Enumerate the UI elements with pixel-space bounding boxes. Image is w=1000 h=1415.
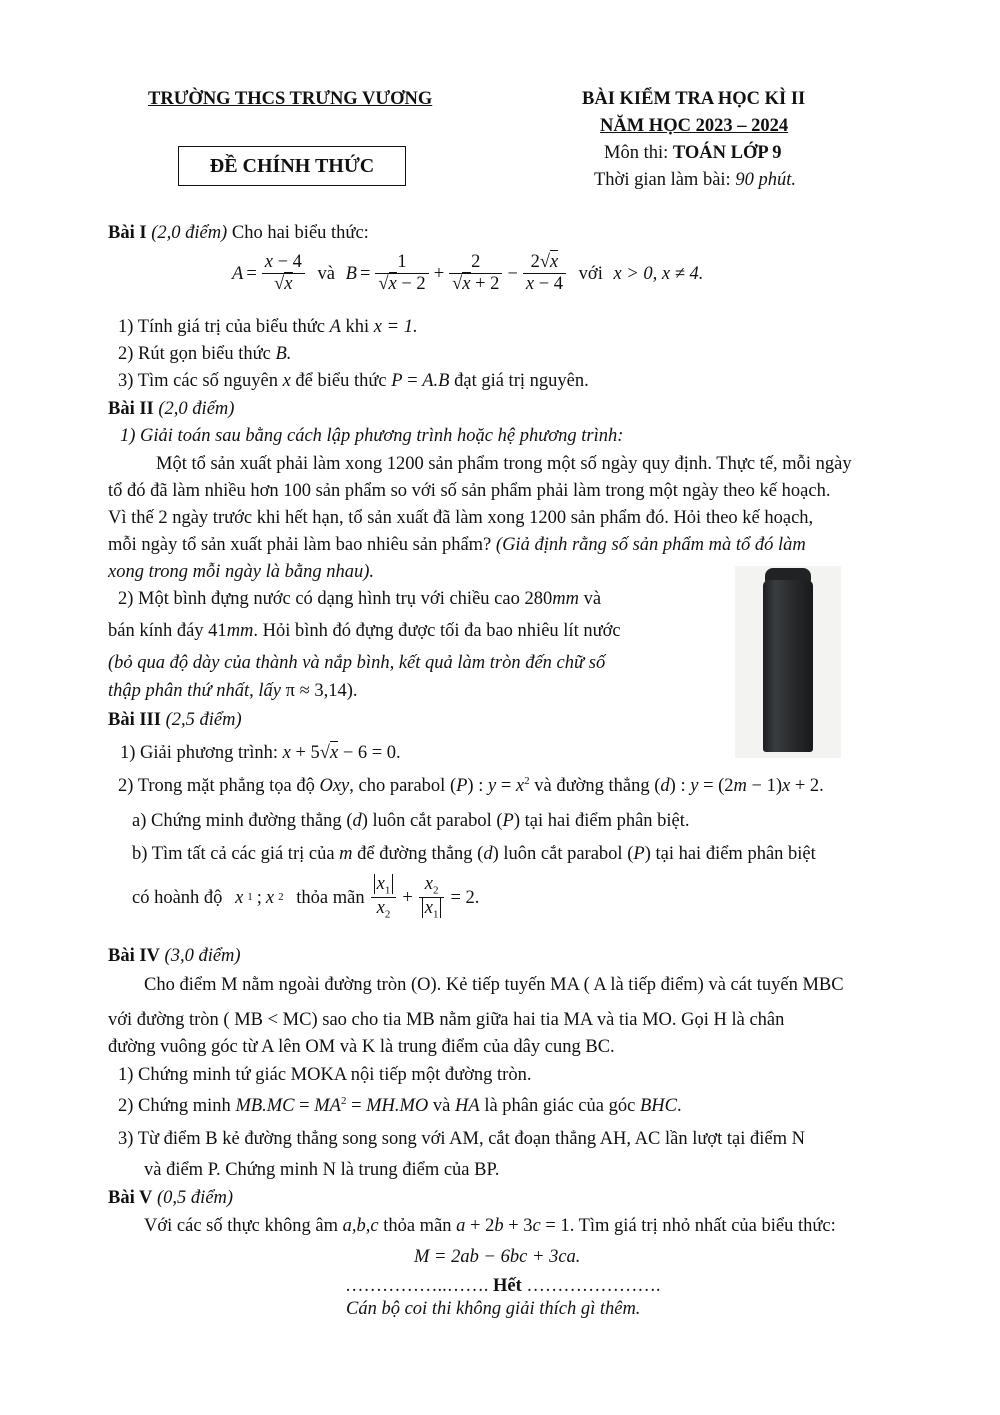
bai2-line5: xong trong mỗi ngày là bằng nhau).	[108, 562, 375, 582]
bai4-q2c: là phân giác của góc	[484, 1096, 636, 1117]
exam-subject	[604, 142, 782, 164]
bai4-q1: 1) Chứng minh tứ giác MOKA nội tiếp một đường tròn.	[118, 1065, 532, 1085]
bai2-line3: Vì thế 2 ngày trước khi hết hạn, tổ sản xuất đã làm xong 1200 sản phẩm đó. Hỏi theo kế hoạch,	[108, 508, 814, 528]
fraction-c1: $\frac{x_1}{x_2}$	[371, 874, 397, 922]
bai3-b6: thỏa mãn	[296, 887, 365, 908]
bai3-title: Bài III	[108, 710, 161, 730]
q2-l4-it: thập phân thứ nhất, lấy	[108, 681, 286, 701]
bai3-b1: b) Tìm tất cả các giá trị của	[132, 844, 335, 864]
q2-text: 2) Rút gọn biểu thức	[118, 344, 271, 364]
q2-pi: π ≈ 3,14	[285, 681, 347, 701]
bai2-line2: tổ đó đã làm nhiều hơn 100 sản phẩm so với số sản phẩm phải làm trong một ngày theo kế hoạch.	[108, 481, 831, 501]
bai3-a1: a) Chứng minh đường thẳng	[132, 811, 342, 831]
bai5-l1c: . Tìm giá trị nhỏ nhất của biểu thức:	[569, 1216, 836, 1236]
fraction-b3: $\frac{2√x}{x - 4}$	[523, 252, 566, 296]
bai3-b4: tại hai điểm phân biệt	[655, 844, 816, 864]
line4-italic: (Giả định rằng số sản phẩm mà tổ đó làm	[495, 535, 806, 555]
footer-note: Cán bộ coi thi không giải thích gì thêm.	[346, 1299, 641, 1319]
bai4-points: (3,0 điểm)	[164, 946, 241, 966]
q2-end: ).	[346, 681, 358, 701]
bai1-q3: 3) Tìm các số nguyên x để biểu thức P = A.B đạt giá trị nguyên.	[118, 371, 589, 391]
bai2-q2-line4	[108, 680, 358, 702]
q2-va: và	[578, 589, 602, 609]
official-label: ĐỀ CHÍNH THỨC	[209, 155, 375, 177]
subject-prefix: Môn thi:	[604, 143, 673, 163]
bai1-intro: Cho hai biểu thức:	[227, 223, 369, 243]
bai4-q3-line1: 3) Từ điểm B kẻ đường thẳng song song với AM, cắt đoạn thẳng AH, AC lần lượt tại điểm N	[118, 1129, 806, 1149]
bai3-q1-text: 1) Giải phương trình:	[120, 743, 279, 763]
time-prefix: Thời gian làm bài:	[594, 170, 736, 190]
bai1-formula: A = $\frac{x - 4}{√x}$ và B = $\frac{1}{√x - 2}$ + $\frac{2}{√x + 2}$ − $\frac{2√x}{x - 4}$ với x > 0, x ≠ 4.	[232, 252, 704, 295]
bai1-q2: 2) Rút gọn biểu thức B.	[118, 344, 292, 364]
q2-l2b: . Hỏi bình đó đựng được tối đa bao nhiêu lít nước	[253, 621, 621, 641]
bai3-a2: luôn cắt parabol	[372, 811, 492, 831]
end-line	[345, 1275, 661, 1297]
bai4-q3-line2: và điểm P. Chứng minh N là trung điểm của BP.	[144, 1160, 500, 1180]
bai5-l1: Với các số thực không âm	[144, 1216, 338, 1236]
bai2-q2-line1	[118, 588, 601, 610]
bai5-l1b: thỏa mãn	[383, 1216, 452, 1236]
bai4-line3: đường vuông góc từ A lên OM và K là trung điểm của dây cung BC.	[108, 1037, 615, 1057]
dots-right: ………………….	[526, 1276, 661, 1296]
bai3-b2: để đường thẳng	[357, 844, 473, 864]
q1-val: x = 1.	[373, 317, 418, 337]
bai3-b3: luôn cắt parabol	[503, 844, 623, 864]
bai3-b5: có hoành độ	[132, 887, 223, 908]
bai5-title: Bài V	[108, 1188, 153, 1208]
bai2-line4	[108, 534, 806, 556]
bai3-q2b: cho parabol	[358, 776, 446, 797]
bai4-line1: Cho điểm M nằm ngoài đường tròn (O). Kẻ tiếp tuyến MA ( A là tiếp điểm) và cát tuyến MBC	[144, 975, 844, 995]
exam-year: NĂM HỌC 2023 – 2024	[600, 116, 789, 136]
q2-mm: mm	[552, 589, 579, 609]
dots-left: ……………..…….	[345, 1276, 489, 1296]
bai1-points: (2,0 điểm)	[151, 223, 228, 243]
bai5-heading	[108, 1187, 233, 1209]
school-name: TRƯỜNG THCS TRƯNG VƯƠNG	[148, 89, 433, 109]
bai4-q2: 2) Chứng minh $MB.MC = MA^2 = MH.MO$ và HA là phân giác của góc BHC.	[118, 1095, 682, 1117]
bai5-line1: Với các số thực không âm a,b,c thỏa mãn a + 2b + 3c = 1. Tìm giá trị nhỏ nhất của biểu thức:	[144, 1216, 836, 1236]
bai1-title: Bài I	[108, 223, 147, 243]
bai3-qb: b) Tìm tất cả các giá trị của m để đường thẳng (d) luôn cắt parabol (P) tại hai điểm phân biệt	[132, 844, 816, 864]
bai3-qb-cond: có hoành độ x 1 ; x 2 thỏa mãn $\frac{x_1}{x_2}$ + $\frac{x_2}{x_1}$ = 2.	[132, 874, 480, 922]
bai5-points: (0,5 điểm)	[157, 1188, 234, 1208]
fraction-b1: $\frac{1}{√x - 2}$	[375, 252, 428, 296]
bai4-title: Bài IV	[108, 946, 160, 966]
bai2-points: (2,0 điểm)	[158, 399, 235, 419]
bai4-q2a: 2) Chứng minh	[118, 1096, 231, 1117]
and-word: và	[317, 263, 335, 284]
bai2-q2-line2: bán kính đáy 41mm. Hỏi bình đó đựng được tối đa bao nhiêu lít nước	[108, 621, 621, 641]
with-word: với	[578, 263, 603, 284]
bai5-expression: M = 2ab − 6bc + 3ca.	[414, 1247, 581, 1267]
end-word: Hết	[493, 1276, 522, 1296]
bai3-q2a: 2) Trong mặt phẳng tọa độ	[118, 776, 315, 797]
bai2-title: Bài II	[108, 399, 154, 419]
line4-text: mỗi ngày tổ sản xuất phải làm bao nhiêu sản phẩm?	[108, 535, 496, 555]
bai2-line1: Một tổ sản xuất phải làm xong 1200 sản phẩm trong một số ngày quy định. Thực tế, mỗi ngày	[156, 454, 852, 474]
time-value: 90 phút.	[735, 170, 796, 190]
q3-c: đạt giá trị nguyên.	[454, 371, 589, 391]
q2-l1: 2) Một bình đựng nước có dạng hình trụ với chiều cao 280	[118, 589, 553, 609]
fraction-a: $\frac{x - 4}{√x}$	[262, 252, 305, 296]
bai2-heading	[108, 398, 234, 420]
fraction-b2: $\frac{2}{√x + 2}$	[449, 252, 502, 296]
bottle-photo	[735, 566, 841, 758]
bai2-q1-head: 1) Giải toán sau bằng cách lập phương trình hoặc hệ phương trình:	[120, 426, 624, 446]
bai4-line2: với đường tròn ( MB < MC) sao cho tia MB nằm giữa hai tia MA và tia MO. Gọi H là chân	[108, 1010, 785, 1030]
bai3-q1: 1) Giải phương trình: x + 5√x − 6 = 0.	[120, 743, 401, 763]
q1-text: 1) Tính giá trị của biểu thức	[118, 317, 325, 337]
condition: x > 0, x ≠ 4.	[613, 263, 704, 284]
bai4-heading	[108, 945, 241, 967]
bai2-q2-line3: (bỏ qua độ dày của thành và nắp bình, kết quả làm tròn đến chữ số	[108, 653, 606, 673]
bai3-q2: 2) Trong mặt phẳng tọa độ Oxy, cho parabol (P) : $y = x^2$ và đường thẳng (d) : y = (2m − 1)x + 2.	[118, 775, 824, 797]
exam-time	[594, 169, 796, 191]
exam-title: BÀI KIỂM TRA HỌC KÌ II	[582, 89, 806, 109]
bottle-body	[763, 580, 813, 752]
q3-b: để biểu thức	[295, 371, 387, 391]
bai3-a3: tại hai điểm phân biệt.	[524, 811, 690, 831]
bai3-points: (2,5 điểm)	[165, 710, 242, 730]
q1-khi: khi	[345, 317, 370, 337]
q2-l2a: bán kính đáy 41	[108, 621, 227, 641]
subject-name: TOÁN LỚP 9	[672, 143, 782, 163]
bai1-q1: 1) Tính giá trị của biểu thức A khi x = 1.	[118, 317, 418, 337]
q3-text: 3) Tìm các số nguyên	[118, 371, 278, 391]
bai4-q2b: và	[432, 1096, 451, 1117]
bai3-q2c: và đường thẳng	[534, 776, 650, 797]
official-box	[178, 146, 406, 186]
bai1-heading	[108, 222, 369, 244]
bai3-qa: a) Chứng minh đường thẳng (d) luôn cắt parabol (P) tại hai điểm phân biệt.	[132, 811, 690, 831]
fraction-c2: $\frac{x_2}{x_1}$	[419, 874, 445, 922]
bai3-heading	[108, 709, 242, 731]
